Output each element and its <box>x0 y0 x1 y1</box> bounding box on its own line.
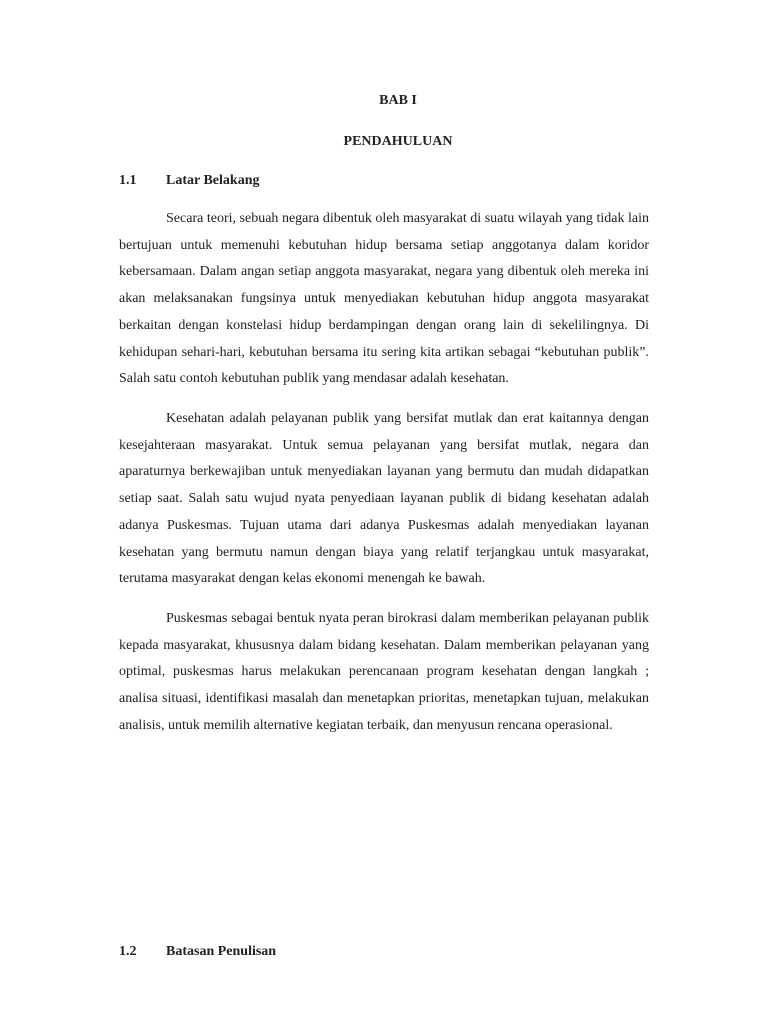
chapter-number: BAB I <box>379 93 417 108</box>
section-title: Latar Belakang <box>166 173 260 188</box>
paragraph-2: Kesehatan adalah pelayanan publik yang bersifat mutlak dan erat kaitannya dengan kesejahteraan masyarakat. Untuk semua pelayanan yang bersifat mutlak, negara dan aparaturnya berkewajiban untuk menyediakan layanan yang bermutu dan mudah didapatkan setiap saat. Salah satu wujud nyata penyediaan layanan publik di bidang kesehatan adalah adanya Puskesmas. Tujuan utama dari adanya Puskesmas adalah menyediakan layanan kesehatan yang bermutu namun dengan biaya yang relatif terjangkau untuk masyarakat, terutama masyarakat dengan kelas ekonomi menengah ke bawah. <box>119 411 649 587</box>
chapter-title: PENDAHULUAN <box>343 134 453 149</box>
section-number: 1.1 <box>119 173 137 188</box>
paragraph-1: Secara teori, sebuah negara dibentuk oleh masyarakat di suatu wilayah yang tidak lain bertujuan untuk memenuhi kebutuhan hidup bersama setiap anggotanya dalam koridor kebersamaan. Dalam angan setiap anggota masyarakat, negara yang dibentuk oleh mereka ini akan melaksanakan fungsinya untuk menyediakan kebutuhan hidup anggota masyarakat berkaitan dengan konstelasi hidup berdampingan dengan orang lain di sekelilingnya. Di kehidupan sehari-hari, kebutuhan bersama itu sering kita artikan sebagai “kebutuhan publik”. Salah satu contoh kebutuhan publik yang mendasar adalah kesehatan. <box>119 211 649 387</box>
paragraph-3: Puskesmas sebagai bentuk nyata peran birokrasi dalam memberikan pelayanan publik kepada masyarakat, khususnya dalam bidang kesehatan. Dalam memberikan pelayanan yang optimal, puskesmas harus melakukan perencanaan program kesehatan dengan langkah ; analisa situasi, identifikasi masalah dan menetapkan prioritas, menetapkan tujuan, melakukan analisis, untuk memilih alternative kegiatan terbaik, dan menyusun rencana operasional. <box>119 611 649 733</box>
section-number: 1.2 <box>119 944 137 959</box>
section-title: Batasan Penulisan <box>166 944 277 959</box>
section-heading-latar-belakang <box>119 173 259 189</box>
section-heading-batasan-penulisan <box>119 944 276 960</box>
